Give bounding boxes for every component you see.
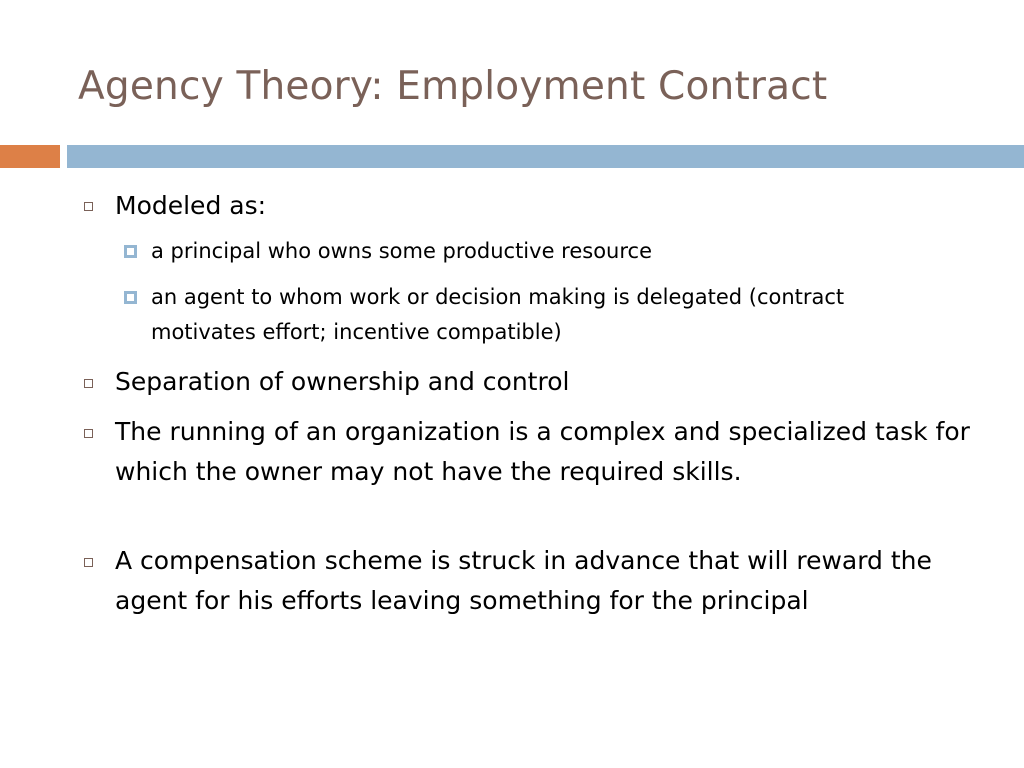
- bullet-modeled-as: Modeled as:: [115, 191, 267, 220]
- hollow-square-bullet-icon: [84, 558, 93, 567]
- bullet-compensation-scheme: A compensation scheme is struck in advance that will reward the agent for his efforts leaving something for the principal: [115, 546, 932, 615]
- sub-bullet-agent: an agent to whom work or decision making is delegated (contract motivates effort; incentive compatible): [151, 285, 845, 344]
- bullet-running-organization: The running of an organization is a complex and specialized task for which the owner may not have the required skills.: [115, 417, 970, 486]
- hollow-square-bullet-icon: [84, 429, 93, 438]
- filled-square-bullet-icon: [124, 291, 137, 304]
- filled-square-bullet-icon: [124, 245, 137, 258]
- hollow-square-bullet-icon: [84, 202, 93, 211]
- sub-bullet-principal: a principal who owns some productive resource: [151, 239, 652, 263]
- hollow-square-bullet-icon: [84, 379, 93, 388]
- slide-title: Agency Theory: Employment Contract: [78, 64, 828, 109]
- bullet-separation: Separation of ownership and control: [115, 367, 570, 396]
